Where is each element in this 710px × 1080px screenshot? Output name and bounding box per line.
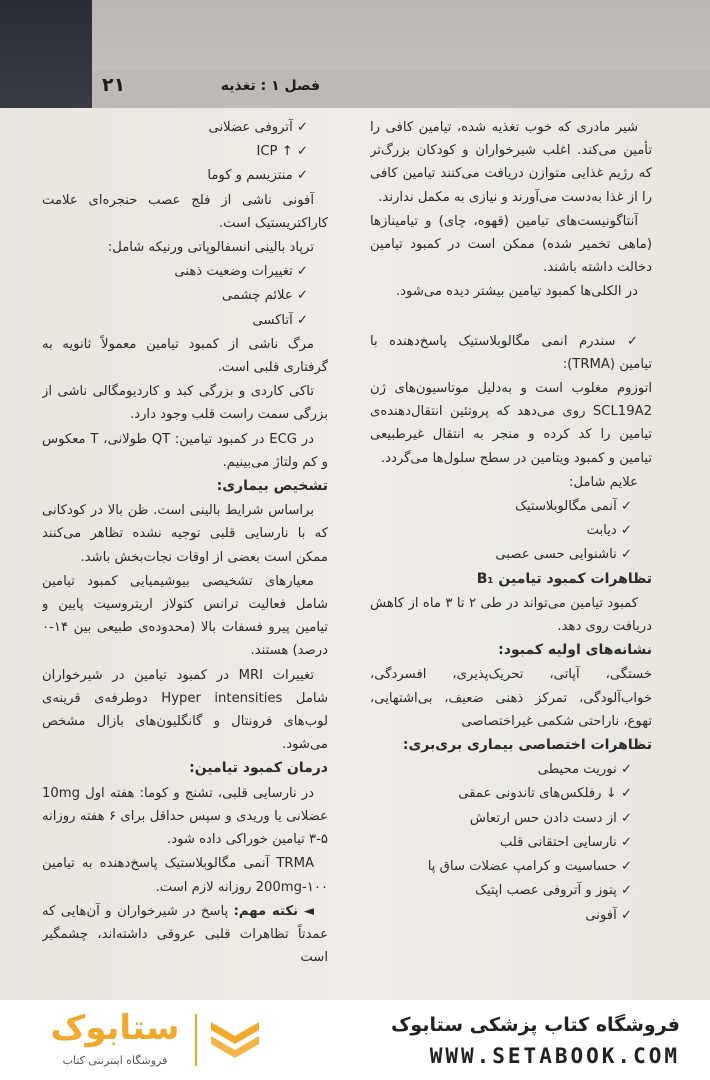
- setabook-logo-icon: [205, 1012, 265, 1068]
- body-paragraph: تاکی کاردی و بزرگی کبد و کاردیومگالی ناشی از بزرگی سمت راست قلب وجود دارد.: [42, 384, 328, 423]
- section-heading: درمان کمبود تیامین:: [189, 760, 328, 777]
- logo-subtitle: فروشگاه اینترنتی کتاب: [62, 1054, 168, 1067]
- section-heading: تظاهرات اختصاصی بیماری بری‌بری:: [402, 737, 652, 754]
- store-title: فروشگاه کتاب پزشکی ستابوک: [390, 1014, 680, 1036]
- checklist-item: ✓ ناشنوایی حسی عصبی: [495, 547, 632, 563]
- chapter-title: فصل ۱ : تغذیه: [220, 78, 320, 94]
- logo-divider: [195, 1014, 197, 1066]
- body-paragraph: کمبود تیامین می‌تواند در طی ۲ تا ۳ ماه از کاهش دریافت روی دهد.: [370, 595, 652, 635]
- note-label: ◄ نکته مهم:: [233, 903, 314, 919]
- checklist-item: ✓ از دست دادن حس ارتعاش: [469, 810, 632, 826]
- section-heading: تشخیص بیماری:: [216, 478, 328, 495]
- checklist-item: ✓ علائم چشمی: [221, 288, 308, 304]
- important-note: [42, 900, 328, 970]
- paragraph-gap: [370, 305, 652, 329]
- body-paragraph: مرگ ناشی از کمبود تیامین معمولاً ثانویه به گرفتاری قلبی است.: [42, 336, 328, 376]
- body-paragraph: آفونی ناشی از فلج عصب حنجره‌ای علامت کاراکتریستیک است.: [42, 192, 328, 231]
- body-paragraph: اتوزوم مغلوب است و به‌دلیل موتاسیون‌های ژن SCL19A2 روی می‌دهد که پروتئین انتقال‌دهنده‌ی تیامین را کد کرده و منجر به انتقال غیرطبیعی تیامین و کمبود ویتامین در سطح سلول‌ها می‌گردد.: [370, 381, 652, 466]
- section-heading: تظاهرات کمبود تیامین B₁: [476, 570, 652, 587]
- section-heading: نشانه‌های اولیه کمبود:: [498, 642, 652, 659]
- body-paragraph: ترپاد بالینی انسفالوپاتی ورنیکه شامل:: [107, 240, 314, 256]
- checklist-item: ✓ نوریت محیطی: [537, 762, 632, 778]
- note-text: پاسخ در شیرخواران و آن‌هایی که عمدتاً تظاهرات قلبی عروقی داشته‌اند، چشمگیر است: [42, 903, 328, 966]
- body-paragraph: ✓ سندرم انمی مگالوبلاستیک پاسخ‌دهنده با تیامین (TRMA):: [370, 333, 652, 372]
- body-paragraph: TRMA آنمی مگالوبلاستیک پاسخ‌دهنده به تیامین 200mg-۱۰۰ روزانه لازم است.: [42, 856, 328, 895]
- checklist-item: ✓ آتاکسی: [252, 312, 308, 328]
- dark-corner: [0, 0, 92, 108]
- left-column: [42, 116, 328, 1000]
- body-paragraph: معیارهای تشخیصی بیوشیمیایی کمبود تیامین شامل فعالیت ترانس کتولاز اریتروسیت پایین و تیامین پیرو فسفات بالا (محدوده‌ی طبیعی بین ۱۴-۰ درصد) هستند.: [42, 573, 328, 659]
- checklist-item: ✓ تغییرات وضعیت ذهنی: [174, 264, 308, 280]
- body-paragraph: خستگی، آپاتی، تحریک‌پذیری، افسردگی، خواب‌آلودگی، تمرکز ذهنی ضعیف، بی‌اشتهایی، تهوع، ناراحتی شکمی غیراختصاصی: [370, 667, 652, 729]
- checklist-item: ✓ نارسایی احتقانی قلب: [499, 834, 632, 850]
- logo-text: ستابوک: [50, 1008, 180, 1048]
- body-paragraph: علایم شامل:: [569, 474, 638, 490]
- page-header: [92, 70, 710, 109]
- footer-banner: [0, 1000, 710, 1080]
- checklist-item: ✓ آتروفی عضلانی: [208, 120, 308, 135]
- body-paragraph: براساس شرایط بالینی است. ظن بالا در کودکانی که با نارسایی قلبی توجیه نشده تظاهر می‌کنند ممکن است بعضی از اوقات نجات‌بخش باشد.: [42, 503, 328, 565]
- body-paragraph: شیر مادری که خوب تغذیه شده، تیامین کافی را تأمین می‌کند. اغلب شیرخواران و کودکان بزرگ‌تر که رژیم غذایی متوازن دریافت می‌کنند تیامین کافی را از غذا به‌دست می‌آورند و نیازی به مکمل ندارند.: [370, 120, 652, 205]
- body-paragraph: در الکلی‌ها کمبود تیامین بیشتر دیده می‌شود.: [395, 284, 638, 300]
- right-column: [370, 116, 652, 1000]
- body-paragraph: تغییرات MRI در کمبود تیامین در شیرخواران شامل Hyper intensities دوطرفه‌ی قرینه‌ی لوب‌های فرونتال و گانگلیون‌های بازال مشخص می‌شود.: [42, 667, 328, 753]
- body-paragraph: آنتاگونیست‌های تیامین (قهوه، چای) و تیامینازها (ماهی تخمیر شده) ممکن است در کمبود تیامین دخالت داشته باشند.: [370, 213, 652, 276]
- body-paragraph: در نارسایی قلبی، تشنج و کوما: هفته اول 10mg عضلانی یا وریدی و سپس حداقل برای ۶ هفته روزانه ۵-۳ تیامین خوراکی داده شود.: [42, 785, 328, 848]
- checklist-item: ✓ حساسیت و کرامپ عضلات ساق پا: [427, 859, 632, 875]
- checklist-item: ✓ ↑ ICP: [256, 144, 308, 160]
- checklist-item: ✓ دیابت: [586, 523, 632, 539]
- checklist-item: ✓ ↓ رفلکس‌های تاندونی عمقی: [458, 786, 632, 802]
- store-url[interactable]: WWW.SETABOOK.COM: [429, 1044, 680, 1068]
- page-number: ۲۱: [102, 74, 126, 96]
- checklist-item: ✓ آنمی مگالوبلاستیک: [515, 499, 632, 515]
- checklist-item: ✓ پتوز و آتروفی عصب اپتیک: [475, 883, 632, 899]
- checklist-item: ✓ آفونی: [585, 907, 632, 923]
- checklist-item: ✓ منتزیسم و کوما: [207, 168, 308, 184]
- body-paragraph: در ECG در کمبود تیامین: QT طولانی، T معکوس و کم ولتاژ می‌بینیم.: [42, 431, 328, 470]
